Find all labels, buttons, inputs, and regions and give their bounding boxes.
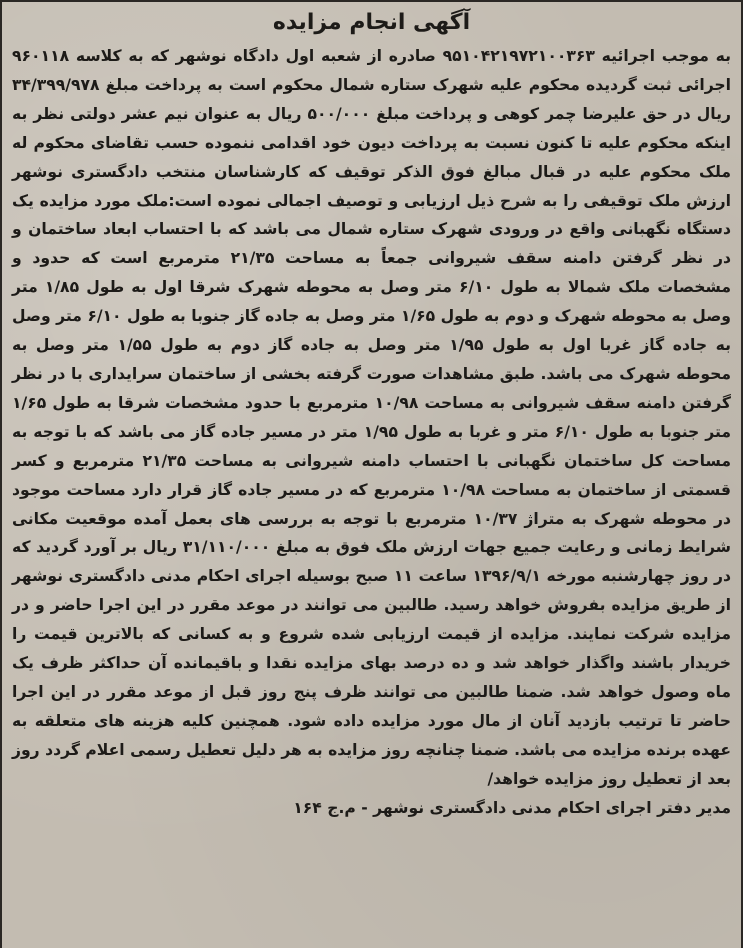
notice-title: آگهی انجام مزایده bbox=[272, 10, 471, 35]
top-border-rule bbox=[2, 0, 741, 2]
notice-paragraph: به موجب اجرائیه ۹۵۱۰۴۲۱۹۷۲۱۰۰۳۶۳ صادره از شعبه اول دادگاه نوشهر که به کلاسه ۹۶۰۱۱۸ اجرائی ثبت گردیده محکوم علیه شهرک ستاره شمال محکوم است به پرداخت مبلغ ۳۴/۳۹۹/۹۷۸ ریال در حق علیرضا چمر کوهی و پرداخت مبلغ ۵۰۰/۰۰۰ ریال به عنوان نیم عشر دولتی نظر به اینکه محکوم علیه تا کنون نسبت به پرداخت دیون خود اقدامی ننموده حسب تقاضای محکوم له ملک محکوم علیه در قبال مبالغ فوق الذکر توقیف که کارشناسان منتخب دادگستری نوشهر ارزش ملک توقیفی را به شرح ذیل ارزیابی و توصیف اجمالی نموده است:ملک مورد مزایده یک دستگاه نگهبانی واقع در ورودی شهرک ستاره شمال می باشد که با احتساب ابعاد ساختمان و در نظر گرفتن دامنه سقف شیروانی جمعاً به مساحت ۲۱/۳۵ مترمربع است که حدود و مشخصات ملک شمالا به طول ۶/۱۰ متر وصل به محوطه شهرک شرقا اول به طول ۱/۸۵ متر وصل به محوطه شهرک و دوم به طول ۱/۶۵ متر وصل به جاده گاز جنوبا به طول ۶/۱۰ متر وصل به جاده گاز غربا اول به طول ۱/۹۵ متر وصل به جاده گاز دوم به طول ۱/۵۵ متر وصل به محوطه شهرک می باشد. طبق مشاهدات صورت گرفته بخشی از ساختمان سرایداری با در نظر گرفتن دامنه سقف شیروانی به مساحت ۱۰/۹۸ مترمربع با حدود مشخصات شرقا به طول ۱/۶۵ متر جنوبا به طول ۶/۱۰ متر و غربا به طول ۱/۹۵ متر در مسیر جاده گاز می باشد که با توجه به مساحت کل ساختمان نگهبانی با احتساب دامنه شیروانی به مساحت ۲۱/۳۵ مترمربع و کسر قسمتی از ساختمان به مساحت ۱۰/۹۸ مترمربع که در مسیر جاده گاز قرار دارد مساحت موجود در محوطه شهرک به متراژ ۱۰/۳۷ مترمربع با توجه به بررسی های بعمل آمده موقعیت مکانی شرایط زمانی و رعایت جمیع جهات ارزش ملک فوق به مبلغ ۳۱/۱۱۰/۰۰۰ ریال بر آورد گردید که در روز چهارشنبه مورخه ۱۳۹۶/۹/۱ ساعت ۱۱ صبح بوسیله اجرای احکام مدنی دادگستری نوشهر از طریق مزایده بفروش خواهد رسید. طالبین می توانند در موعد مقرر در این اجرا حاضر و در مزایده شرکت نمایند. مزایده از قیمت ارزیابی شده شروع و به کسانی که بالاترین قیمت را خریدار باشند واگذار خواهد شد و ده درصد بهای مزایده نقدا و باقیمانده آن حداکثر ظرف یک ماه وصول خواهد شد. ضمنا طالبین می توانند ظرف پنج روز قبل از موعد مقرر در این اجرا حاضر تا ترتیب بازدید آنان از مال مورد مزایده داده شود. همچنین کلیه هزینه های متعلقه به عهده برنده مزایده می باشد. ضمنا چنانچه روز مزایده به هر دلیل تعطیل رسمی اعلام گردد روز بعد از تعطیل روز مزایده خواهد/ bbox=[12, 47, 732, 788]
notice-body bbox=[12, 42, 731, 794]
notice-signature: مدیر دفتر اجرای احکام مدنی دادگستری نوشهر - م.ج ۱۶۴ bbox=[293, 798, 731, 817]
